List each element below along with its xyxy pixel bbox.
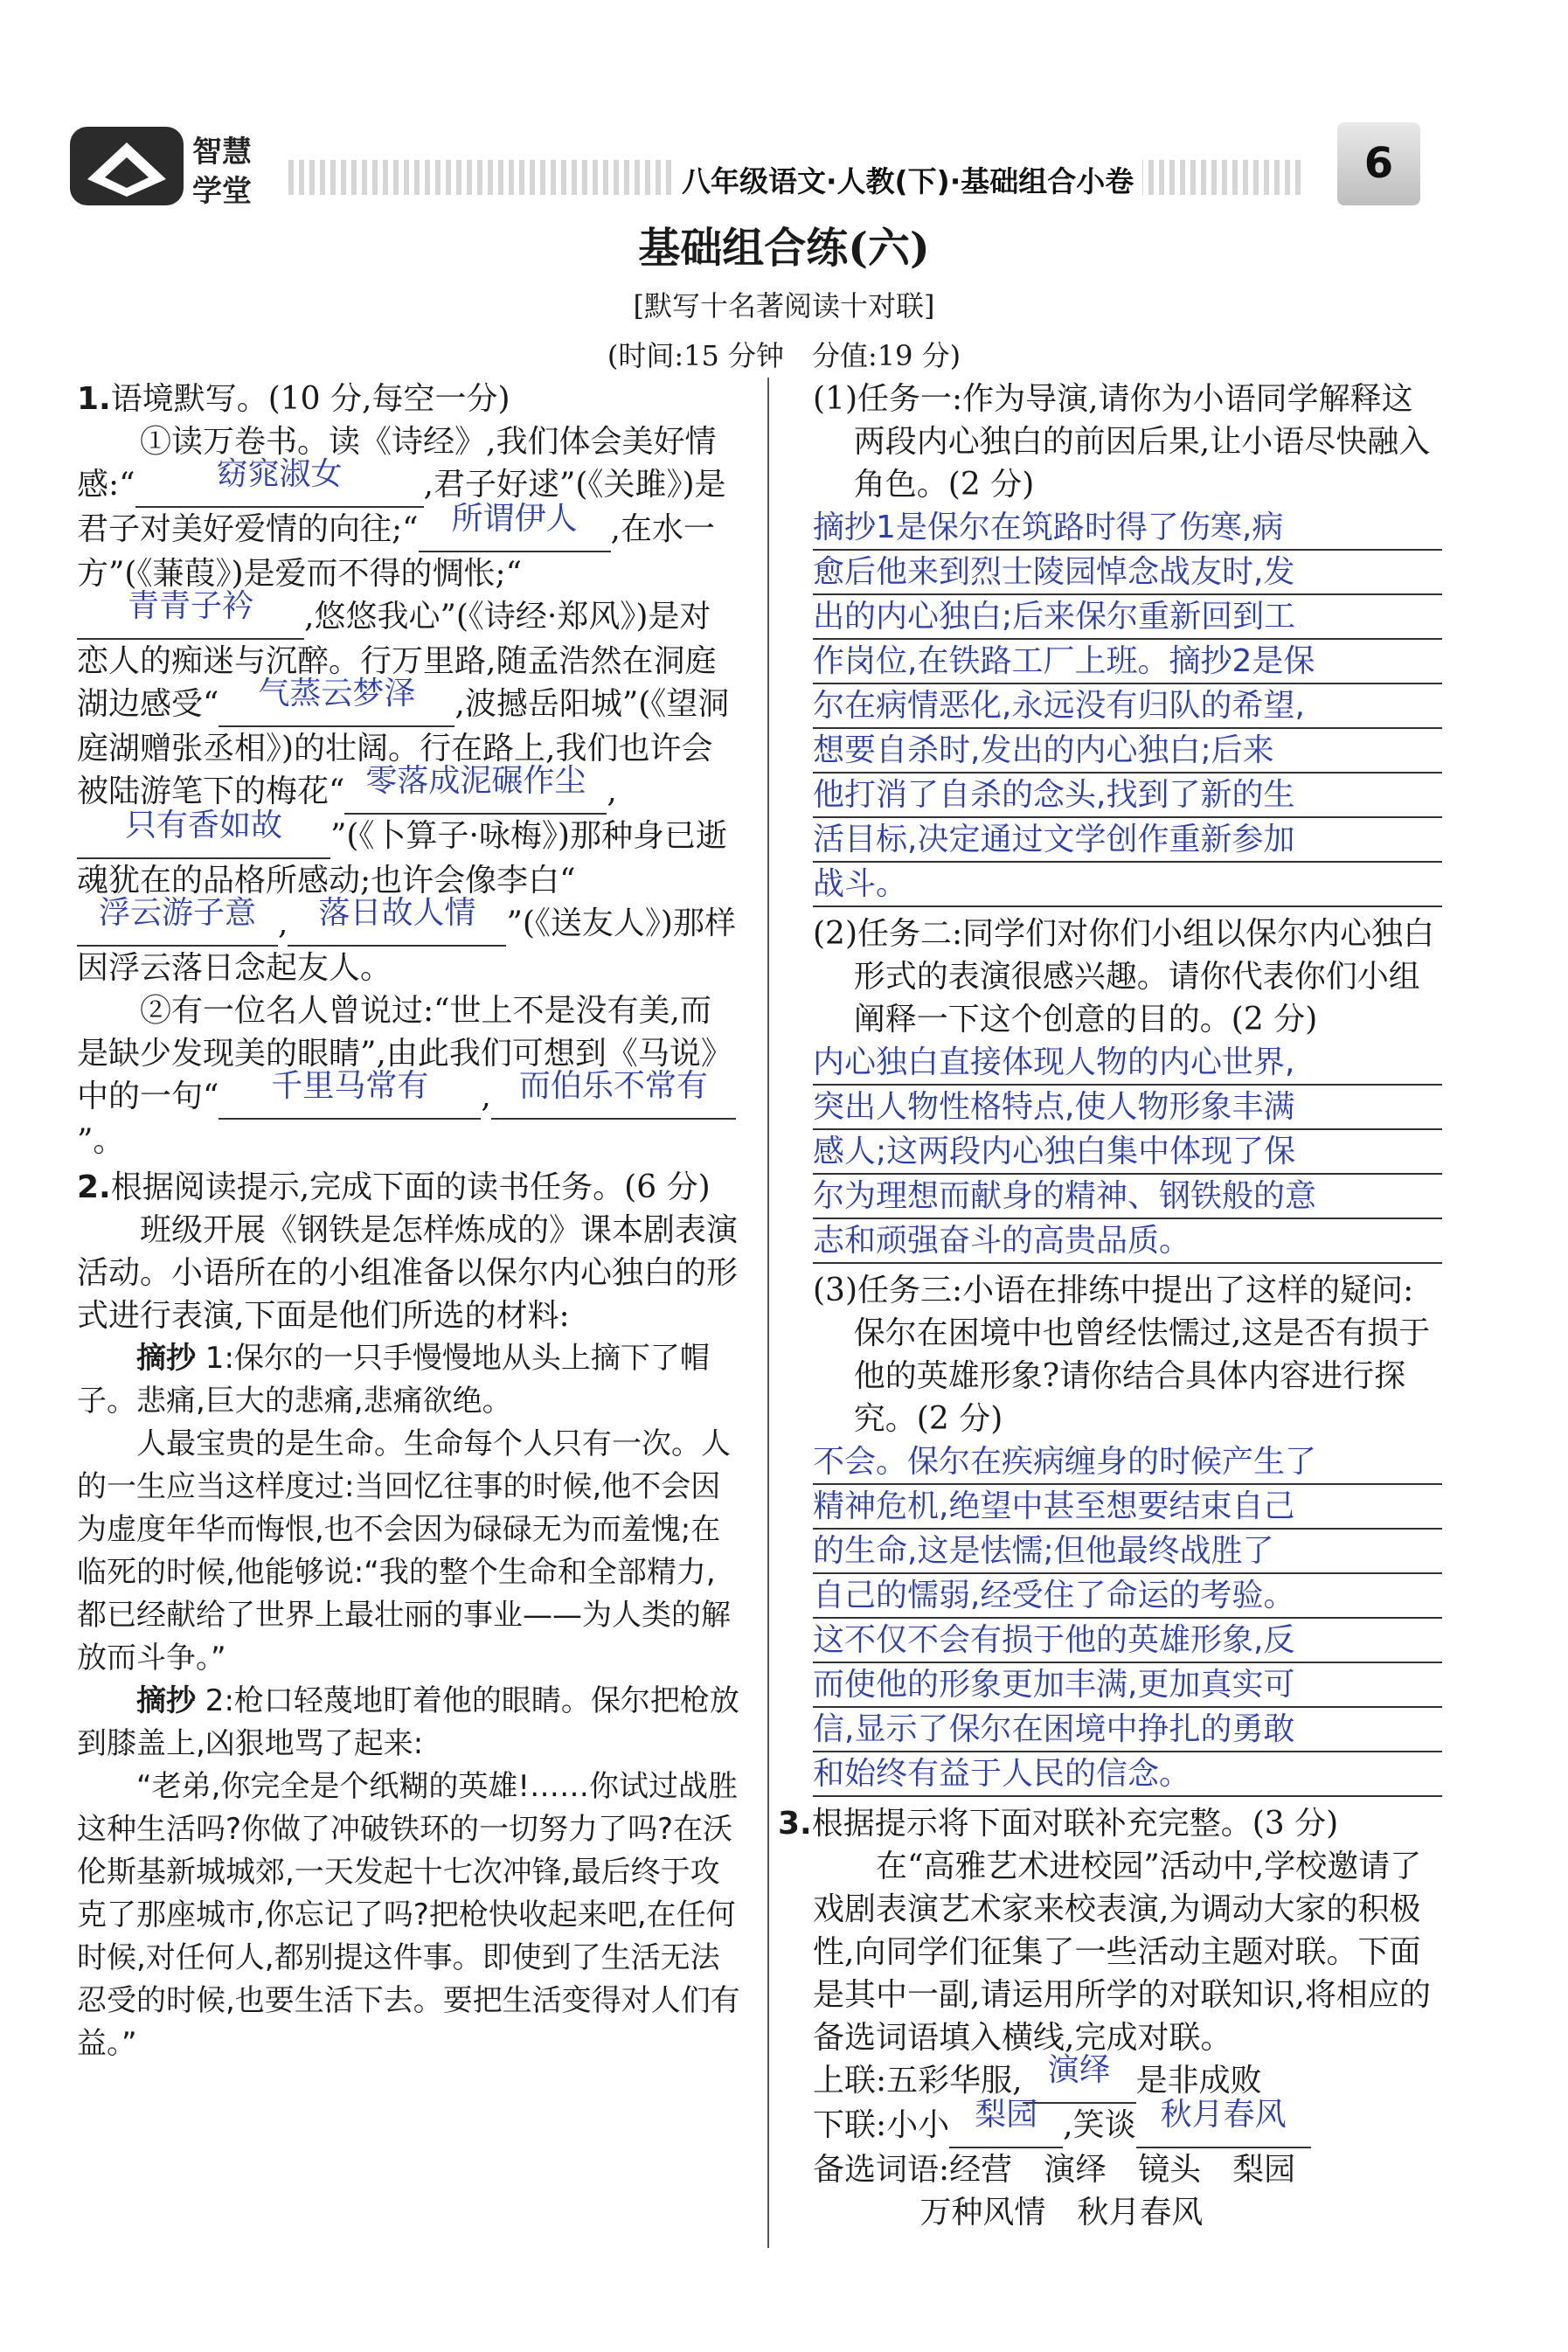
svg-text:学堂: 学堂 xyxy=(192,174,252,209)
couplet-upper: 上联:五彩华服, 演绎 是非成败 xyxy=(813,2059,1442,2104)
excerpt-1-body: 人最宝贵的是生命。生命每个人只有一次。人的一生应当这样度过:当回忆往事的时候,他不会因为虚度年华而悔恨,也不会因为碌碌无为而羞愧;在临死的时候,他能够说:“我的整个生命和全部精力,都已经献给了世界上最壮丽的事业——为人类的解放而斗争。” xyxy=(77,1426,731,1676)
page-subtitle: [默写十名著阅读十对联] xyxy=(633,289,935,323)
answer-blank-6[interactable]: 只有香如故 xyxy=(77,815,330,859)
answer-blank-5[interactable]: 零落成泥碾作尘 xyxy=(344,770,607,815)
excerpt-2-body: “老弟,你完全是个纸糊的英雄!……你试过战胜这种生活吗?你做了冲破铁环的一切努力了吗?在沃伦斯基新城城郊,一天发起十七次冲锋,最后终于攻克了那座城市,你忘记了吗?把枪快收起来吧,在任何时候,对任何人,都别提这件事。即使到了生活无法忍受的时候,也要生活下去。要把生活变得对人们有益。” xyxy=(77,1769,740,2061)
question-1-stem: 1.语境默写。(10 分,每空一分) xyxy=(77,381,510,417)
answer-blank-8[interactable]: 落日故人情 xyxy=(288,902,506,947)
answer-blank-9[interactable]: 千里马常有 xyxy=(219,1075,481,1120)
option-words: 备选词语:经营 演绎 镜头 梨园 xyxy=(813,2152,1296,2188)
right-column xyxy=(778,378,1442,2234)
couplet-lower-blank-2[interactable]: 秋月春风 xyxy=(1136,2104,1311,2148)
column-divider xyxy=(767,378,769,2248)
option-words-2: 万种风情 秋月春风 xyxy=(919,2195,1204,2231)
header-title: 八年级语文·人教(下)·基础组合小卷 xyxy=(673,159,1142,200)
question-1-passage-2: ②有一位名人曾说过:“世上不是没有美,而是缺少发现美的眼睛”,由此我们可想到《马说》中的一句“ 千里马常有 , 而伯乐不常有”。 xyxy=(77,989,741,1162)
task-2-answer[interactable]: 内心独白直接体现人物的内心世界, 突出人物性格特点,使人物形象丰满 感人;这两段内心独白集中体现了保 尔为理想而献身的精神、钢铁般的意 志和顽强奋斗的高贵品质。 xyxy=(813,1041,1442,1264)
question-2-stem: 2.根据阅读提示,完成下面的读书任务。(6 分) xyxy=(77,1169,711,1205)
task-3-answer[interactable]: 不会。保尔在疾病缠身的时候产生了 精神危机,绝望中甚至想要结束自己 的生命,这是怯懦;但他最终战胜了 自己的懦弱,经受住了命运的考验。 这不仅不会有损于他的英雄形象,反 而使他的形象更加丰满,更加真实可 信,显示了保尔在困境中挣扎的勇敢 和始终有益于人民的信念。 xyxy=(813,1440,1442,1797)
answer-blank-7[interactable]: 浮云游子意 xyxy=(77,902,278,947)
question-3-stem: 3.根据提示将下面对联补充完整。(3 分) xyxy=(778,1806,1339,1842)
excerpt-1: 摘抄 1:保尔的一只手慢慢地从头上摘下了帽子。悲痛,巨大的悲痛,悲痛欲绝。 xyxy=(77,1341,710,1419)
page-title: 基础组合练(六) xyxy=(638,224,930,273)
couplet-upper-blank[interactable]: 演绎 xyxy=(1023,2059,1136,2104)
task-2-prompt: (2)任务二:同学们对你们小组以保尔内心独白形式的表演很感兴趣。请你代表你们小组阐释一下这个创意的目的。(2 分) xyxy=(813,916,1435,1037)
brand-logo xyxy=(70,118,280,218)
answer-blank-4[interactable]: 气蒸云梦泽 xyxy=(219,683,454,727)
question-1-passage-1: ①读万卷书。读《诗经》,我们体会美好情感:“ 窈窕淑女 ,君子好逑”(《关雎》)是君子对美好爱情的向往;“ 所谓伊人 ,在水一方”(《蒹葭》)是爱而不得的惆怅;“青青子衿 ,悠悠我心”(《诗经·郑风》)是对恋人的痴迷与沉醉。行万里路,随孟浩然在洞庭湖边感受“ 气蒸云梦泽 ,波撼岳阳城”(《望洞庭湖赠张丞相》)的壮阔。行在路上,我们也许会被陆游笔下的梅花“ 零落成泥碾作尘 ,只有香如故 ”(《卜算子·咏梅》)那种身已逝魂犹在的品格所感动;也许会像李白“浮云游子意 , 落日故人情 ”(《送友人》)那样因浮云落日念起友人。 xyxy=(77,424,736,986)
answer-blank-1[interactable]: 窈窕淑女 xyxy=(135,463,424,508)
question-3-intro: 在“高雅艺术进校园”活动中,学校邀请了戏剧表演艺术家来校表演,为调动大家的积极性,向同学们征集了一些活动主题对联。下面是其中一副,请运用所学的对联知识,将相应的备选词语填入横线,完成对联。 xyxy=(813,1849,1431,2056)
task-1-prompt: (1)任务一:作为导演,请你为小语同学解释这两段内心独白的前因后果,让小语尽快融入角色。(2 分) xyxy=(813,381,1431,503)
question-2-intro: 班级开展《钢铁是怎样炼成的》课本剧表演活动。小语所在的小组准备以保尔内心独白的形式进行表演,下面是他们所选的材料: xyxy=(77,1212,739,1334)
answer-blank-10[interactable]: 而伯乐不常有 xyxy=(491,1075,736,1120)
task-3-prompt: (3)任务三:小语在排练中提出了这样的疑问:保尔在困境中也曾经怯懦过,这是否有损于他的英雄形象?请你结合具体内容进行探究。(2 分) xyxy=(813,1273,1431,1437)
answer-blank-2[interactable]: 所谓伊人 xyxy=(419,508,611,552)
answer-blank-3[interactable]: 青青子衿 xyxy=(77,595,304,640)
task-1-answer[interactable]: 摘抄1是保尔在筑路时得了伤寒,病 愈后他来到烈士陵园悼念战友时,发 出的内心独白;后来保尔重新回到工 作岗位,在铁路工厂上班。摘抄2是保 尔在病情恶化,永远没有归队的希望, 想要自杀时,发出的内心独白;后来 他打消了自杀的念头,找到了新的生 活目标,决定通过文学创作重新参加 战斗。 xyxy=(813,506,1442,907)
couplet-lower: 下联:小小 梨园 ,笑谈 秋月春风 xyxy=(813,2104,1442,2148)
page-number: 6 xyxy=(1337,122,1420,205)
couplet-lower-blank-1[interactable]: 梨园 xyxy=(949,2104,1063,2148)
left-column xyxy=(77,378,741,2065)
time-info: (时间:15 分钟 分值:19 分) xyxy=(607,339,961,372)
logo-text: 智慧 xyxy=(192,135,252,170)
excerpt-2: 摘抄 2:枪口轻蔑地盯着他的眼睛。保尔把枪放到膝盖上,凶狠地骂了起来: xyxy=(77,1683,739,1761)
